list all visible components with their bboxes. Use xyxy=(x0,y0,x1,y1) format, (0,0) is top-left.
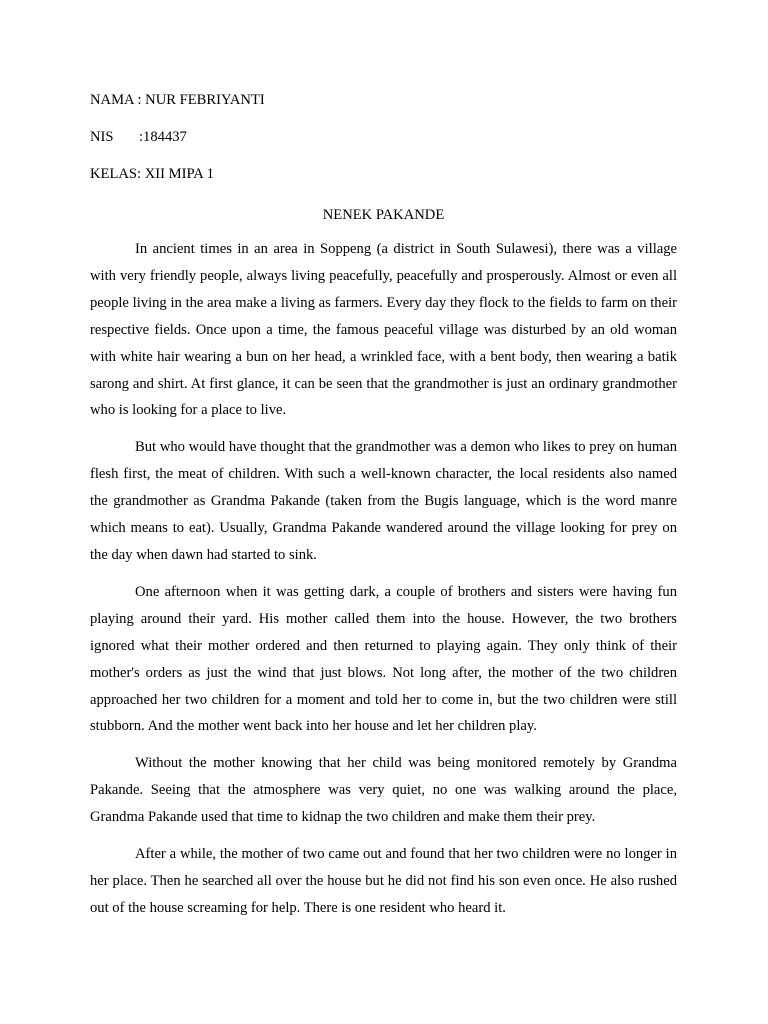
student-id-line xyxy=(90,127,677,148)
document-body xyxy=(90,90,677,932)
id-label: NIS xyxy=(90,129,114,145)
student-name-line: NAMA : NUR FEBRIYANTI xyxy=(90,92,265,108)
paragraph-5: After a while, the mother of two came out and found that her two children were no longer in her place. Then he searched all over the house but he did not find his son even once. He also rushed out of the house screaming for help. There is one resident who heard it. xyxy=(90,846,677,916)
name-label: NAMA xyxy=(90,92,134,108)
class-label: KELAS: xyxy=(90,166,142,182)
paragraph-3: One afternoon when it was getting dark, a couple of brothers and sisters were having fun playing around their yard. His mother called them into the house. However, the two brothers ignored what their mother ordered and then returned to playing again. They only think of their mother's orders as just the wind that just blows. Not long after, the mother of the two children approached her two children for a moment and told her to come in, but the two children were still stubborn. And the mother went back into her house and let her children play. xyxy=(90,583,677,735)
name-value: NUR FEBRIYANTI xyxy=(145,92,265,108)
story-title: NENEK PAKANDE xyxy=(322,207,445,223)
class-value: XII MIPA 1 xyxy=(144,166,214,182)
paragraph-2: But who would have thought that the grandmother was a demon who likes to prey on human flesh first, the meat of children. With such a well-known character, the local residents also named the grandmother as Grandma Pakande (taken from the Bugis language, which is the word manre which means to eat). Usually, Grandma Pakande wandered around the village looking for prey on the day when dawn had started to sink. xyxy=(90,439,677,563)
class-line xyxy=(90,164,677,185)
paragraph-4: Without the mother knowing that her child was being monitored remotely by Grandma Pakande. Seeing that the atmosphere was very quiet, no one was walking around the place, Grandma Pakande used that time to kidnap the two children and make them their prey. xyxy=(90,755,677,826)
id-value: :184437 xyxy=(139,129,187,145)
paragraph-1: In ancient times in an area in Soppeng (a district in South Sulawesi), there was a village with very friendly people, always living peacefully, peacefully and prosperously. Almost or even all people living in the area make a living as farmers. Every day they flock to the fields to farm on their respective fields. Once upon a time, the famous peaceful village was disturbed by an old woman with white hair wearing a bun on her head, a wrinkled face, with a bent body, then wearing a batik sarong and shirt. At first glance, it can be seen that the grandmother is just an ordinary grandmother who is looking for a place to live. xyxy=(90,241,677,419)
